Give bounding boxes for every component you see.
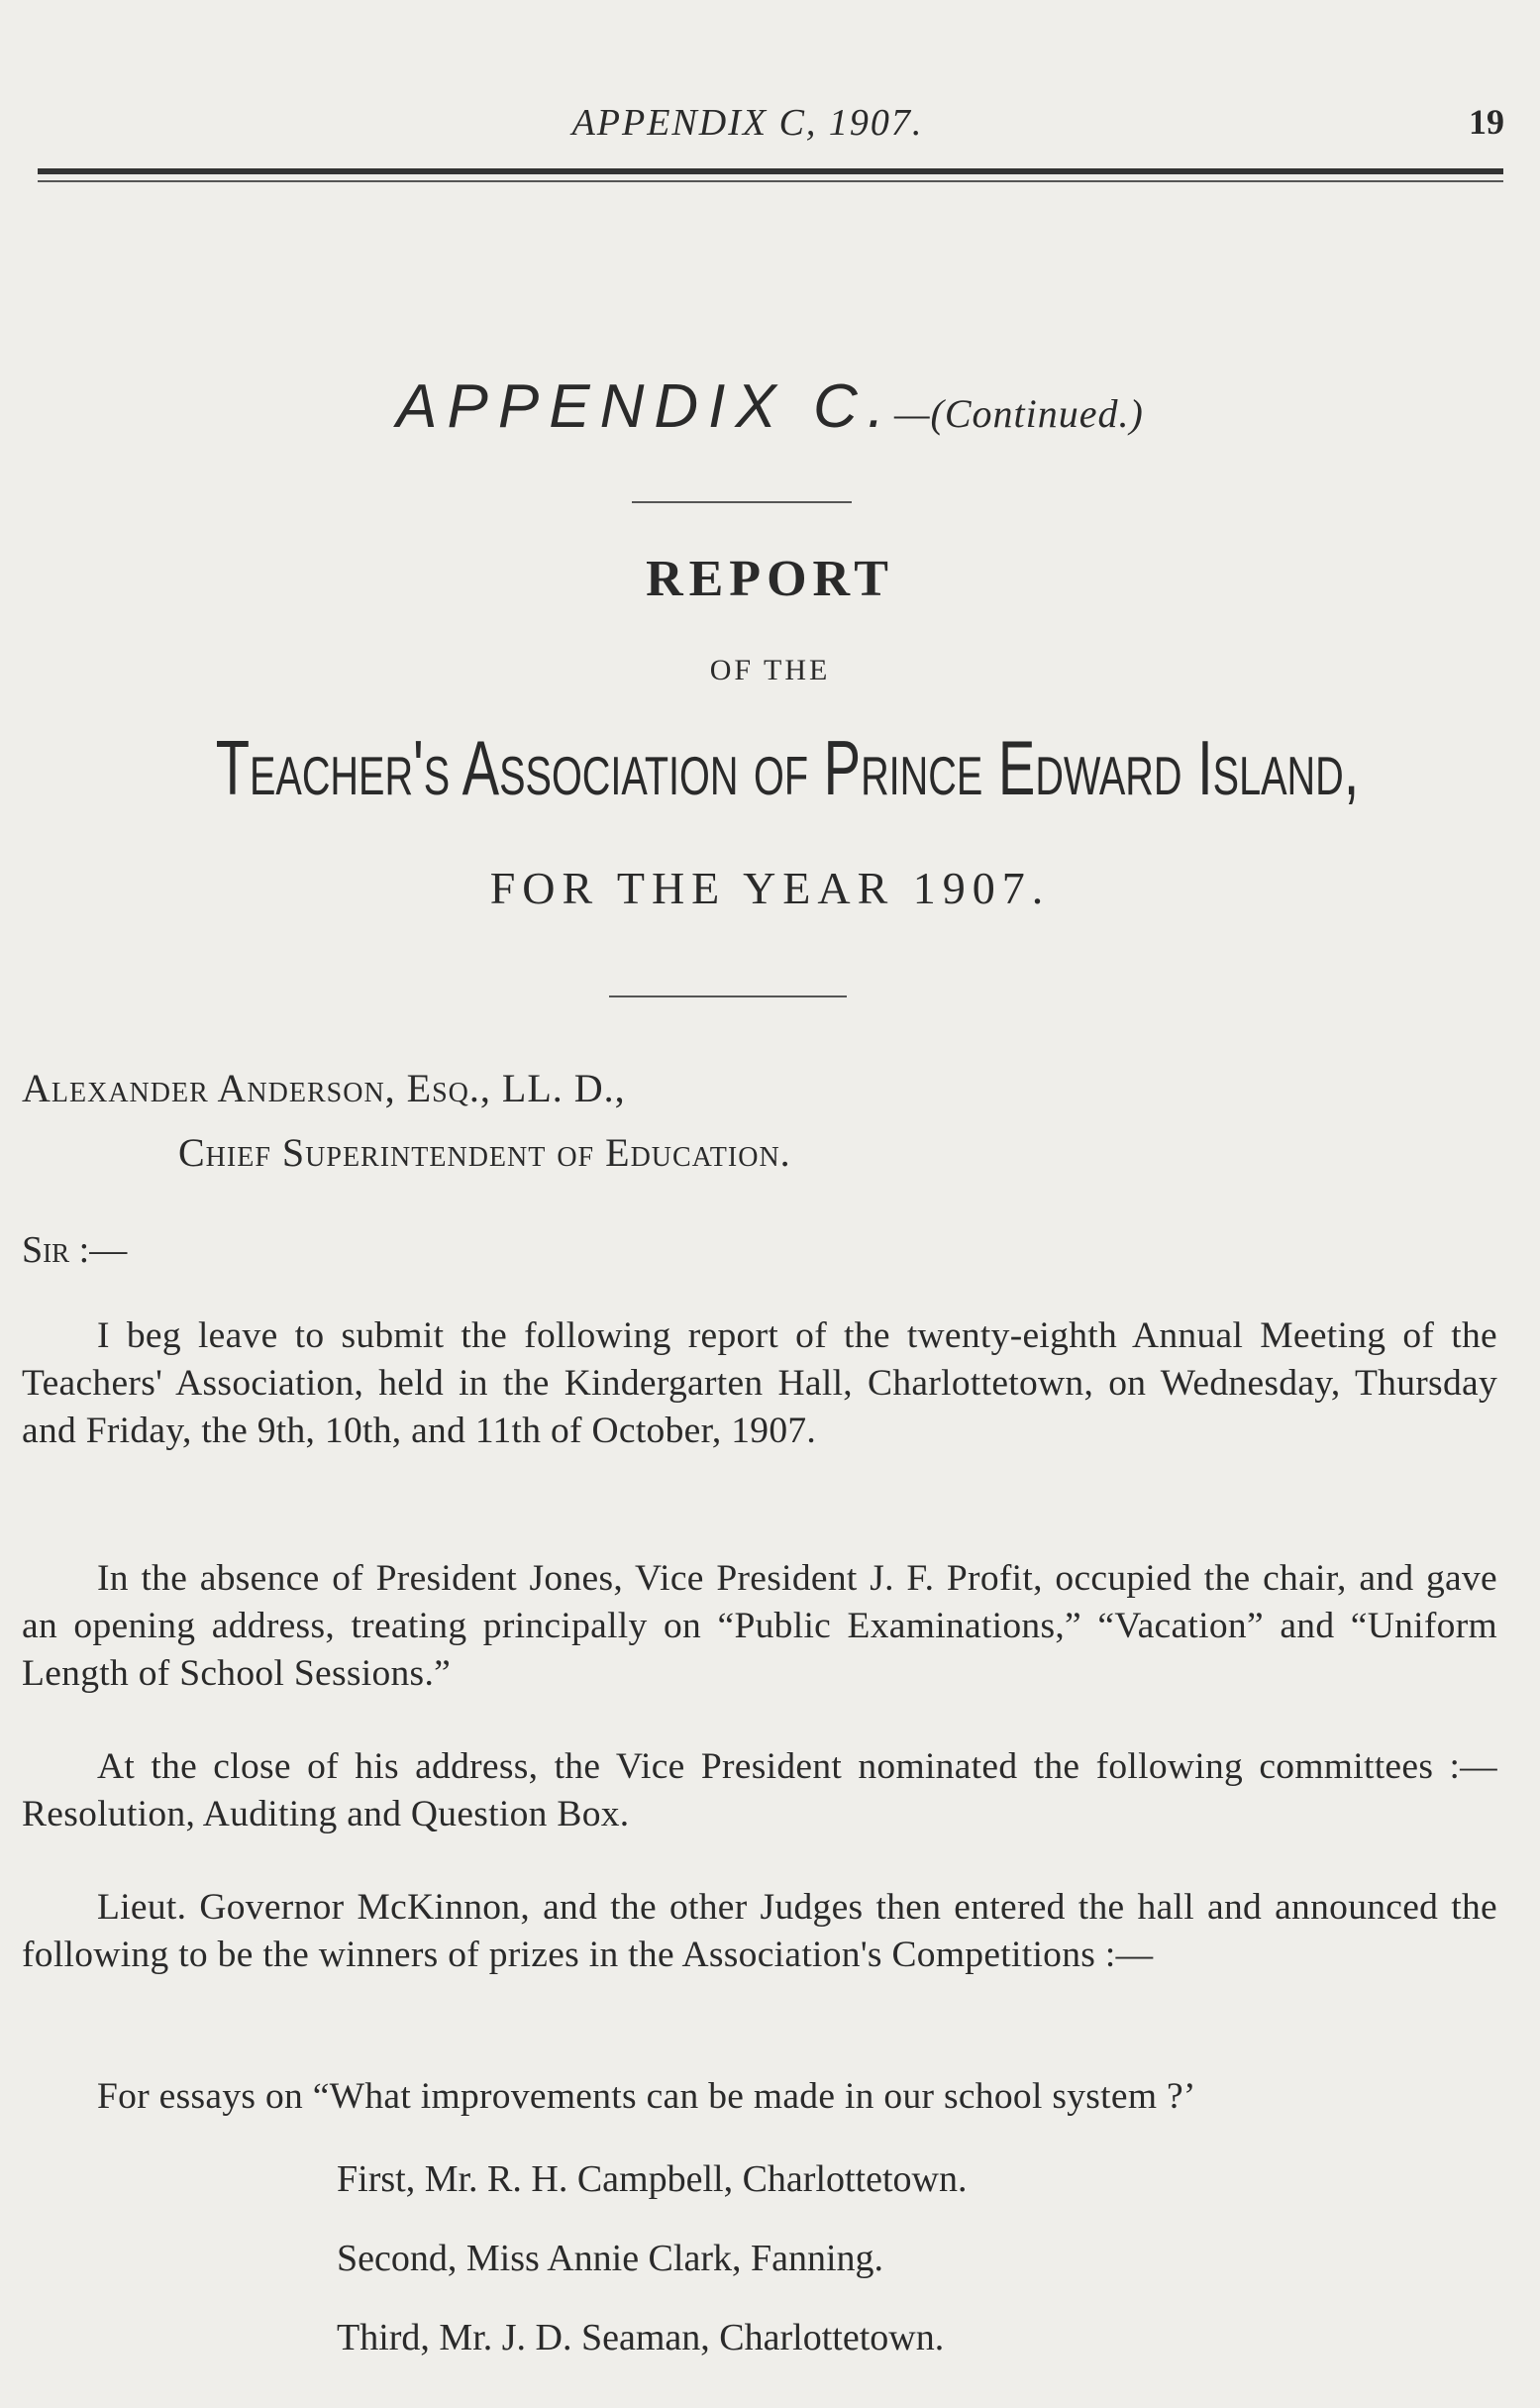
paragraph-annual-meeting: I beg leave to submit the following report of the twenty-eighth Annual Meeting of the Teachers' Association, held in the Kindergarten Hall, Charlottetown, on Wednesday, Thursday and Friday, the 9th, 10th, and 11th of October, 1907.	[22, 1315, 1497, 1451]
continued-label: —(Continued.)	[893, 391, 1144, 436]
divider-rule-bottom	[609, 995, 847, 997]
prize-first: First, Mr. R. H. Campbell, Charlottetown.	[337, 2158, 968, 2200]
year-line: FOR THE YEAR 1907.	[489, 863, 1051, 913]
paragraph-committees: At the close of his address, the Vice President nominated the following committees :—Resolution, Auditing and Question Box.	[22, 1746, 1497, 1834]
appendix-title: APPENDIX C.	[396, 372, 894, 441]
addressee-title: Chief Superintendent of Education.	[178, 1130, 791, 1175]
paragraph-essays: For essays on “What improvements can be made in our school system ?’	[97, 2076, 1196, 2117]
divider-rule-top	[632, 501, 852, 503]
running-title: APPENDIX C, 1907.	[571, 102, 924, 144]
addressee-name: Alexander Anderson, Esq., LL. D.,	[22, 1066, 626, 1110]
header-rule-thick	[38, 168, 1503, 174]
paragraph-opening-address: In the absence of President Jones, Vice President J. F. Profit, occupied the chair, and gave an opening address, treating principally on “Public Examinations,” “Vacation” and “Uniform Length of School Sessions.”	[22, 1558, 1497, 1694]
association-title: Teacher's Association of Prince Edward Island,	[215, 724, 1360, 811]
paragraph-competitions: Lieut. Governor McKinnon, and the other Judges then entered the hall and announced the following to be the winners of prizes in the Association's Competitions :—	[22, 1887, 1497, 1975]
appendix-heading	[0, 371, 1540, 442]
running-head	[0, 99, 1540, 149]
page-number: 19	[1469, 102, 1504, 142]
salutation: Sir :—	[22, 1229, 128, 1271]
of-the-line: OF THE	[709, 654, 831, 686]
prize-second: Second, Miss Annie Clark, Fanning.	[337, 2238, 884, 2279]
prize-third: Third, Mr. J. D. Seaman, Charlottetown.	[337, 2317, 945, 2358]
header-rule-thin	[38, 180, 1503, 182]
report-title: REPORT	[646, 551, 894, 607]
